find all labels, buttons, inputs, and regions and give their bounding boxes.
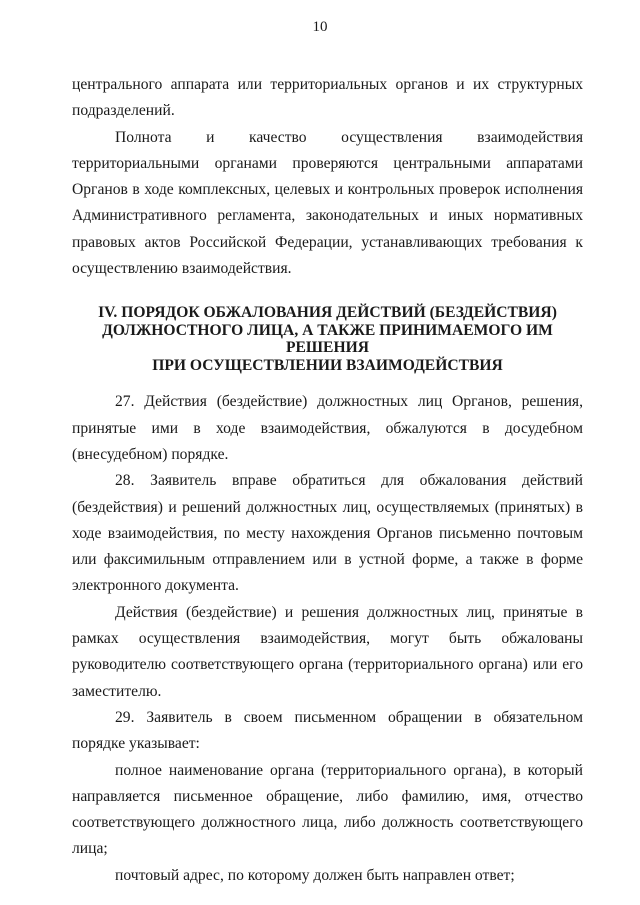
paragraph-29-item-organ-name: полное наименование органа (территориального органа), в который направляется письменное обращение, либо фамилию, имя, отчество соответствующего должностного лица, либо должность соответствующего лица; [72, 761, 583, 858]
paragraph-29: 29. Заявитель в своем письменном обращении в обязательном порядке указывает: [72, 708, 583, 753]
section-heading [72, 304, 583, 374]
paragraph-29-item-postal-address: почтовый адрес, по которому должен быть направлен ответ; [115, 866, 515, 884]
paragraph-appeal-to-head: Действия (бездействие) и решения должностных лиц, принятые в рамках осуществления взаимодействия, могут быть обжалованы руководителю соответствующего органа (территориального органа) или его заместителю. [72, 603, 583, 700]
paragraph-continuation: центрального аппарата или территориальных органов и их структурных подразделений. [72, 76, 583, 120]
page-number: 10 [312, 19, 328, 35]
paragraph-27: 27. Действия (бездействие) должностных лиц Органов, решения, принятые ими в ходе взаимодействия, обжалуются в досудебном (внесудебном) порядке. [72, 393, 583, 463]
section-heading-line-1: IV. ПОРЯДОК ОБЖАЛОВАНИЯ ДЕЙСТВИЙ (БЕЗДЕЙСТВИЯ) [98, 304, 557, 322]
paragraph-28: 28. Заявитель вправе обратиться для обжалования действий (бездействия) и решений должностных лиц, осуществляемых (принятых) в ходе взаимодействия, по месту нахождения Органов письменно почтовым или факсимильным отправлением или в устной форме, а также в форме электронного документа. [72, 472, 583, 595]
document-body [72, 72, 583, 889]
section-heading-line-3: ПРИ ОСУЩЕСТВЛЕНИИ ВЗАИМОДЕЙСТВИЯ [152, 356, 503, 374]
section-heading-line-2: ДОЛЖНОСТНОГО ЛИЦА, А ТАКЖЕ ПРИНИМАЕМОГО ИМ РЕШЕНИЯ [102, 321, 553, 357]
paragraph-control-quality: Полнота и качество осуществления взаимодействия территориальными органами проверяются центральными аппаратами Органов в ходе комплексных, целевых и контрольных проверок исполнения Административного регламента, законодательных и иных нормативных правовых актов Российской Федерации, устанавливающих требования к осуществлению взаимодействия. [72, 128, 583, 278]
